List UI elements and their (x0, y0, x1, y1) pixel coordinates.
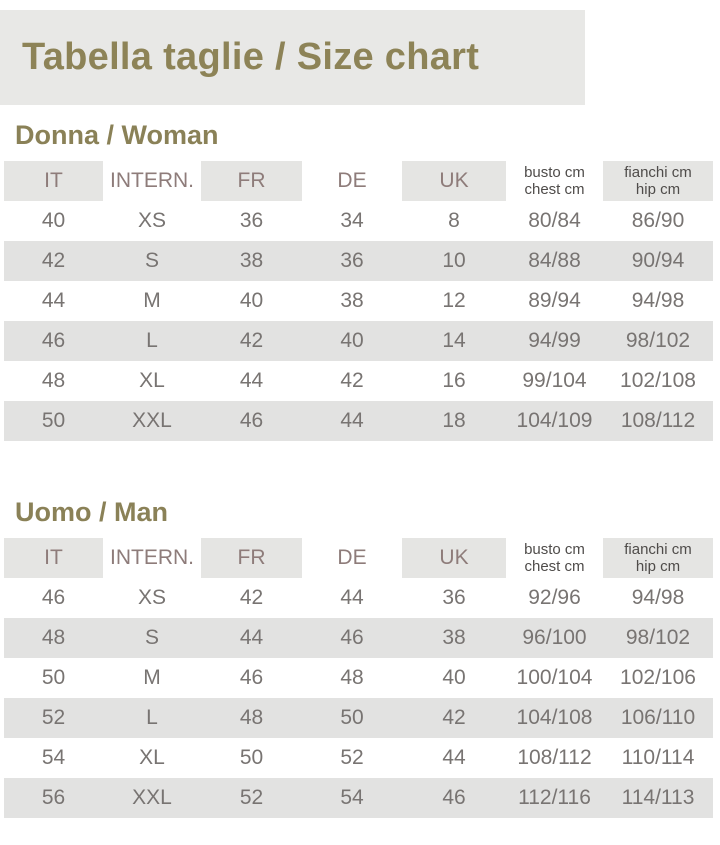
size-cell: 42 (41, 249, 66, 272)
size-row-man-m (4, 658, 713, 698)
size-row-man-xs (4, 578, 713, 618)
size-cell: XXL (132, 409, 172, 432)
size-cell: 86/90 (631, 209, 685, 232)
size-cell: L (146, 706, 158, 729)
size-cell: 40 (340, 329, 364, 352)
size-cell: 48 (41, 369, 66, 392)
size-cell: 18 (442, 409, 466, 432)
size-cell: 8 (448, 209, 460, 232)
size-cell: 94/98 (631, 289, 685, 312)
measure-header-line: chest cm (524, 558, 585, 575)
size-cell: 52 (41, 706, 66, 729)
size-table-man (4, 538, 713, 818)
size-cell: 50 (41, 409, 66, 432)
measure-header-line: hip cm (635, 558, 681, 575)
size-cell: 40 (239, 289, 264, 312)
size-cell: 80/84 (528, 209, 581, 232)
size-cell: S (144, 626, 159, 649)
size-cell: 52 (340, 746, 364, 769)
size-cell: M (143, 289, 161, 312)
column-header-intern: INTERN. (110, 169, 194, 192)
measure-header-line: fianchi cm (624, 541, 692, 558)
size-cell: 42 (442, 706, 466, 729)
size-cell: XS (137, 586, 166, 609)
measure-header-line: busto cm (524, 164, 585, 181)
size-cell: 52 (239, 786, 264, 809)
size-cell: XXL (132, 786, 172, 809)
size-cell: 94/98 (631, 586, 685, 609)
size-row-man-xxl (4, 778, 713, 818)
size-cell: XL (139, 369, 165, 392)
size-cell: 108/112 (517, 746, 592, 769)
size-cell: 44 (239, 626, 264, 649)
size-cell: 12 (442, 289, 466, 312)
size-cell: 98/102 (625, 626, 691, 649)
column-header-uk: UK (402, 538, 506, 578)
size-cell: 42 (340, 369, 364, 392)
column-header-it: IT (4, 161, 103, 201)
size-cell: 110/114 (621, 746, 695, 769)
size-cell: 46 (239, 666, 264, 689)
column-header-fianchi (603, 538, 713, 578)
size-cell: 42 (239, 586, 264, 609)
column-header-fr: FR (201, 538, 302, 578)
column-header-busto (506, 161, 603, 201)
size-table-woman (4, 161, 713, 441)
column-header-de: DE (337, 546, 367, 569)
size-cell: 50 (41, 666, 66, 689)
size-cell: XL (139, 746, 165, 769)
section-man (0, 497, 720, 818)
size-cell: 14 (442, 329, 466, 352)
measure-header-line: fianchi cm (624, 164, 692, 181)
size-cell: 114/113 (621, 786, 695, 809)
section-title-man: Uomo / Man (15, 497, 168, 527)
title-band (0, 10, 585, 105)
measure-header-line: hip cm (635, 181, 681, 198)
size-cell: 46 (41, 329, 66, 352)
size-row-woman-xs (4, 201, 713, 241)
size-cell: 36 (340, 249, 364, 272)
size-cell: 38 (340, 289, 364, 312)
size-cell: 104/109 (516, 409, 593, 432)
header-row (4, 161, 713, 201)
size-cell: 54 (340, 786, 364, 809)
size-cell: 96/100 (522, 626, 587, 649)
size-cell: 90/94 (631, 249, 685, 272)
size-cell: 44 (239, 369, 264, 392)
column-header-uk: UK (402, 161, 506, 201)
size-cell: 89/94 (528, 289, 581, 312)
size-cell: 38 (442, 626, 466, 649)
size-row-woman-l (4, 321, 713, 361)
header-row (4, 538, 713, 578)
size-cell: S (144, 249, 159, 272)
size-cell: 44 (340, 586, 364, 609)
size-cell: 46 (41, 586, 66, 609)
size-cell: 102/106 (620, 666, 696, 689)
section-woman (0, 120, 720, 441)
size-cell: 100/104 (516, 666, 593, 689)
size-cell: 42 (239, 329, 264, 352)
size-cell: 112/116 (518, 786, 591, 809)
measure-header-line: chest cm (524, 181, 585, 198)
size-cell: M (143, 666, 161, 689)
size-cell: 44 (442, 746, 466, 769)
column-header-busto (506, 538, 603, 578)
size-cell: 16 (442, 369, 466, 392)
size-cell: 54 (41, 746, 66, 769)
size-row-woman-xl (4, 361, 713, 401)
size-cell: 10 (442, 249, 466, 272)
size-cell: 106/110 (620, 706, 696, 729)
size-cell: 44 (340, 409, 364, 432)
measure-header-line: busto cm (524, 541, 585, 558)
size-cell: 40 (41, 209, 66, 232)
size-cell: 98/102 (625, 329, 691, 352)
page-title: Tabella taglie / Size chart (22, 36, 480, 78)
size-cell: 104/108 (516, 706, 593, 729)
size-row-woman-m (4, 281, 713, 321)
size-cell: 84/88 (528, 249, 581, 272)
section-title-woman: Donna / Woman (15, 120, 219, 150)
size-cell: 92/96 (528, 586, 581, 609)
column-header-it: IT (4, 538, 103, 578)
size-row-man-xl (4, 738, 713, 778)
size-row-woman-xxl (4, 401, 713, 441)
column-header-fr: FR (201, 161, 302, 201)
column-header-intern: INTERN. (110, 546, 194, 569)
column-header-fianchi (603, 161, 713, 201)
size-cell: 44 (41, 289, 66, 312)
size-cell: 108/112 (620, 409, 696, 432)
column-header-de: DE (337, 169, 367, 192)
size-row-man-s (4, 618, 713, 658)
size-cell: 36 (239, 209, 264, 232)
size-cell: 99/104 (522, 369, 587, 392)
size-cell: 46 (340, 626, 364, 649)
size-cell: XS (137, 209, 166, 232)
size-cell: 56 (41, 786, 66, 809)
size-cell: 48 (239, 706, 264, 729)
size-cell: 50 (239, 746, 264, 769)
size-cell: L (146, 329, 158, 352)
size-cell: 36 (442, 586, 466, 609)
size-cell: 48 (340, 666, 364, 689)
size-cell: 40 (442, 666, 466, 689)
size-cell: 50 (340, 706, 364, 729)
size-cell: 102/108 (620, 369, 696, 392)
size-cell: 46 (239, 409, 264, 432)
size-cell: 46 (442, 786, 466, 809)
size-row-man-l (4, 698, 713, 738)
size-cell: 94/99 (528, 329, 581, 352)
size-cell: 38 (239, 249, 264, 272)
size-cell: 34 (340, 209, 364, 232)
size-row-woman-s (4, 241, 713, 281)
size-cell: 48 (41, 626, 66, 649)
